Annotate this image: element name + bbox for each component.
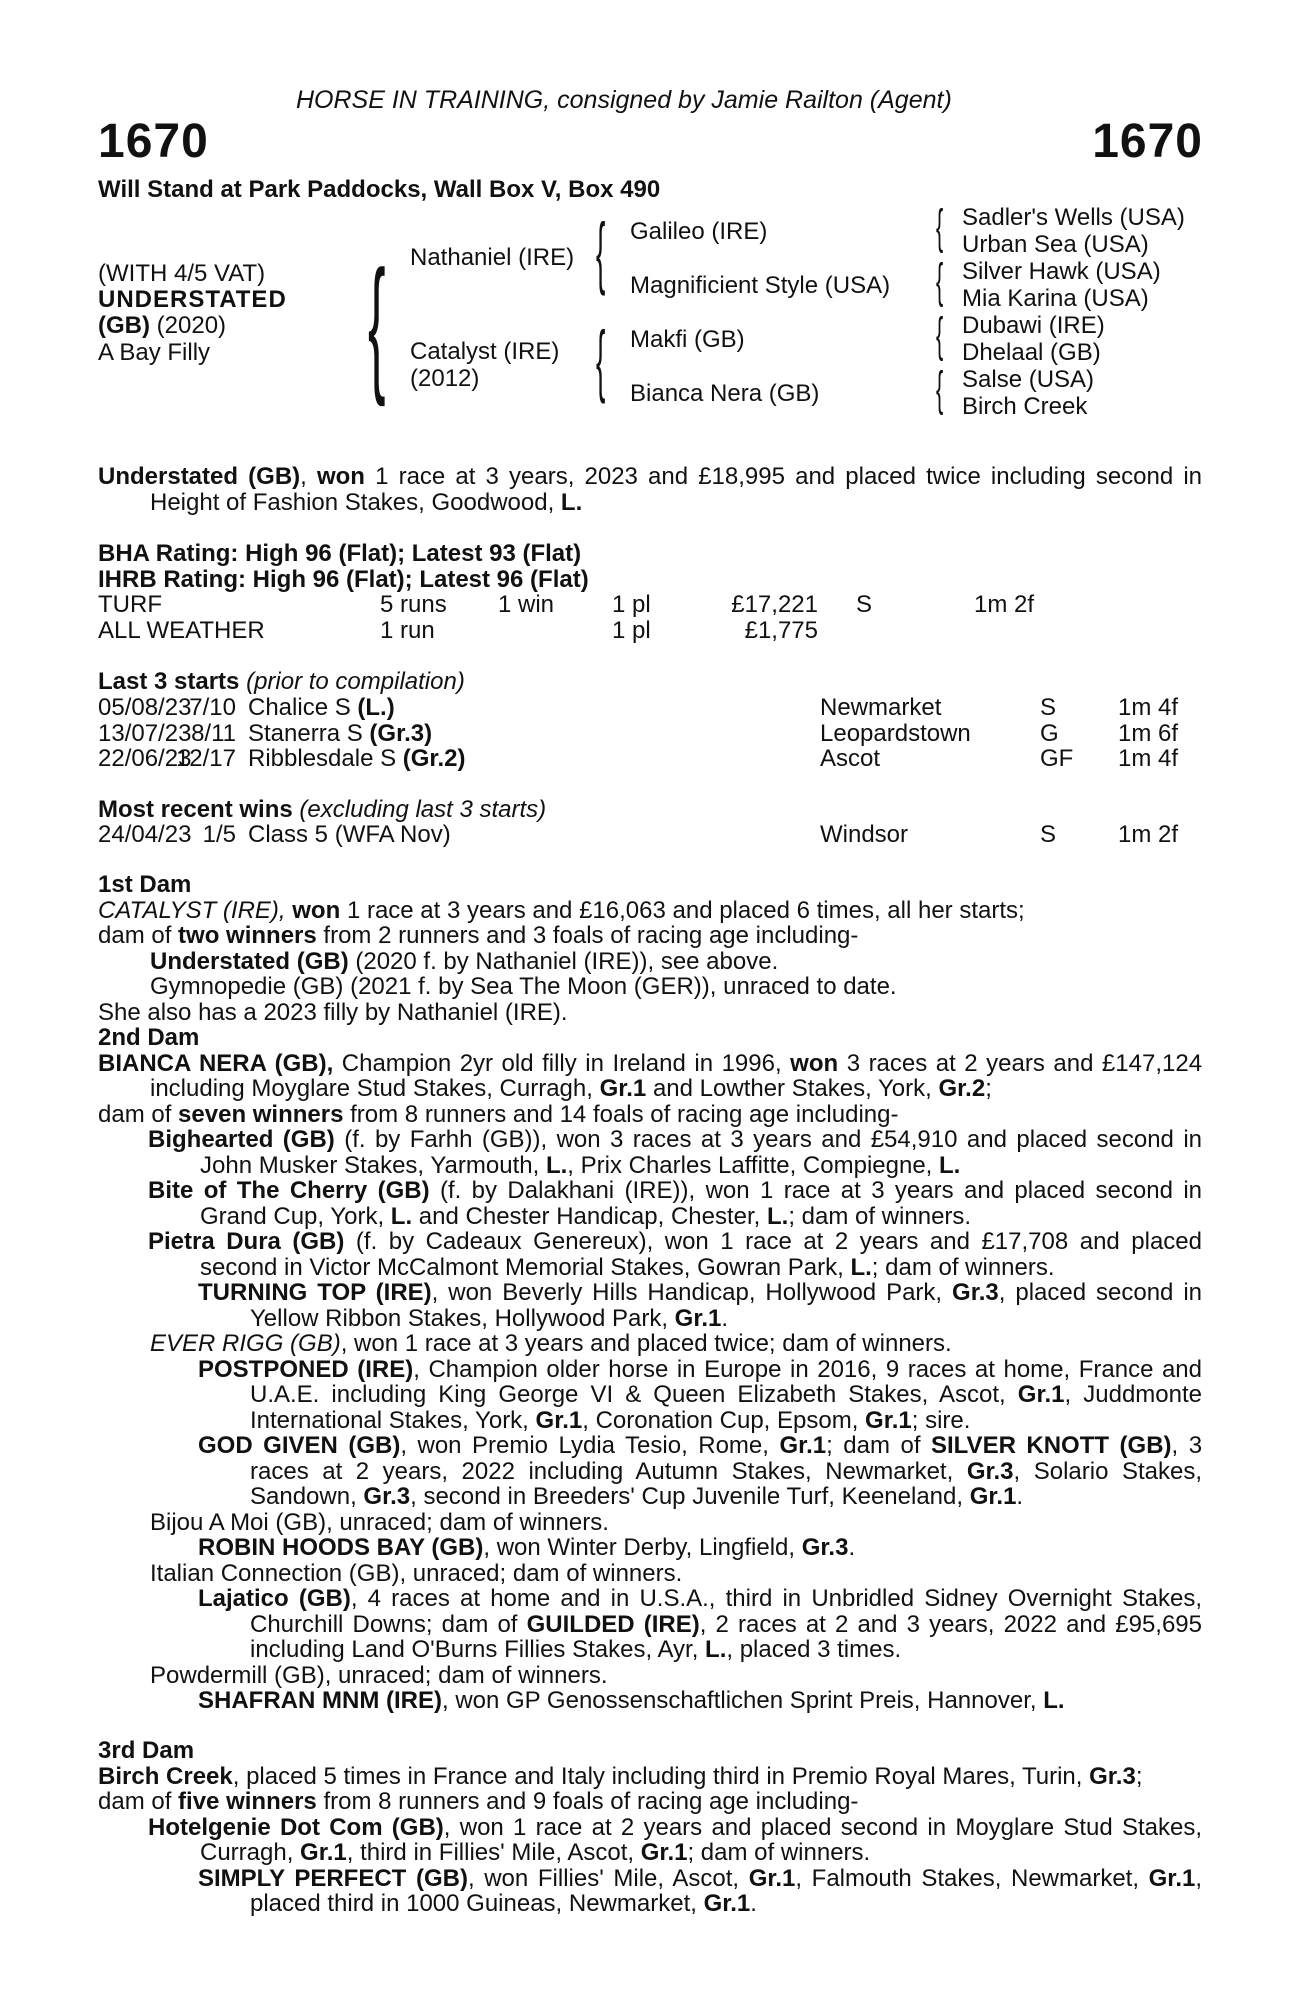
punctuation: . [721, 1304, 729, 1332]
race-grade: (L.) [357, 694, 395, 721]
produce-name: Pietra Dura (GB) [148, 1228, 345, 1255]
first-dam-produce-1-text: (2020 f. by Nathaniel (IRE)), see above. [355, 947, 779, 975]
second-dam-won: won [790, 1049, 839, 1077]
recent-wins-note: (excluding last 3 starts) [299, 796, 547, 823]
produce-text: , won Fillies' Mile, Ascot, [467, 1864, 740, 1892]
grade-label: Gr.1 [703, 1890, 751, 1917]
last-starts-note: (prior to compilation) [246, 668, 465, 695]
record-surface: ALL WEATHER [98, 617, 265, 644]
first-dam-runners: from 2 runners and 3 foals of racing age including- [323, 922, 859, 949]
grade-label: Gr.3 [801, 1534, 849, 1561]
record-surface: TURF [98, 591, 162, 618]
produce-text: , placed third in 1000 Guineas, Newmarket, [250, 1864, 1203, 1917]
record-runs: 5 runs [380, 591, 447, 618]
second-dam-text-1: Champion 2yr old filly in Ireland in 1996, [341, 1049, 782, 1077]
grade-label: L. [390, 1202, 413, 1230]
pedigree-sire-sire: Galileo (IRE) [630, 218, 768, 245]
record-going: S [856, 591, 873, 618]
pedigree-dss: Dubawi (IRE) [962, 312, 1105, 339]
race-grade: (Gr.3) [369, 719, 433, 747]
horse-country-year [98, 314, 226, 338]
produce-text: (f. by Dalakhani (IRE)), won 1 race at 3 years and placed second in Grand Cup, York, [200, 1177, 1202, 1230]
grade-label: Gr.1 [300, 1839, 347, 1866]
vat-note: (WITH 4/5 VAT) [98, 260, 266, 287]
race-summary: Understated (GB), won 1 race at 3 years, 2023 and £18,995 and placed twice including second in Height of Fashion Stakes, Goodwood, L. [98, 463, 1203, 516]
produce-text: , Solario Stakes, Sandown, [250, 1457, 1203, 1510]
first-dam-won: won [292, 896, 341, 924]
produce-text: , Falmouth Stakes, Newmarket, [795, 1864, 1140, 1892]
first-dam-section [98, 872, 1202, 1025]
race-date: 13/07/23 [98, 719, 192, 747]
race-course: Leopardstown [820, 719, 971, 747]
second-dam-winners: seven winners [178, 1100, 344, 1128]
first-dam-note: She also has a 2023 filly by Nathaniel (IRE). [98, 998, 568, 1026]
produce-line: Italian Connection (GB), unraced; dam of winners. [150, 1559, 683, 1587]
race-dist: 1m 4f [1118, 694, 1179, 721]
second-dam-name: BIANCA NERA (GB), [98, 1049, 334, 1077]
grade-label: Gr.3 [952, 1279, 999, 1306]
produce-name: SHAFRAN MNM (IRE) [198, 1687, 442, 1714]
summary-text-1: 1 race at 3 years, 2023 and £18,995 and placed twice including [375, 463, 1086, 490]
grade-label: Gr.1 [969, 1483, 1017, 1510]
record-runs: 1 run [380, 617, 435, 644]
pedigree-dam-year: (2012) [410, 365, 480, 392]
first-dam-winners: two winners [178, 922, 317, 949]
summary-won: won [316, 463, 365, 490]
summary-text-2: second in Height of Fashion Stakes, Goodwood, [150, 463, 1203, 516]
pedigree-dds: Salse (USA) [962, 366, 1095, 393]
race-course: Ascot [820, 745, 881, 772]
pedigree-brace-main: { [368, 239, 386, 407]
produce-name: TURNING TOP (IRE) [198, 1279, 432, 1306]
second-dam-of: dam of [98, 1100, 172, 1128]
horse-year: (2020) [156, 312, 227, 339]
record-distance: 1m 2f [974, 591, 1035, 618]
punctuation: . [1016, 1483, 1024, 1510]
pedigree-brace-dam: { [596, 315, 606, 404]
race-going: G [1040, 719, 1059, 747]
pedigree-sdd: Mia Karina (USA) [962, 285, 1149, 312]
grade-label: L. [939, 1151, 961, 1179]
produce-name: Bighearted (GB) [148, 1126, 335, 1153]
race-dist: 1m 4f [1118, 745, 1179, 772]
grade-label: Gr.1 [640, 1839, 688, 1866]
race-name: Chalice S [248, 694, 351, 721]
race-going: GF [1040, 745, 1074, 772]
produce-text: , Juddmonte International Stakes, York, [250, 1381, 1202, 1434]
horse-description: A Bay Filly [98, 339, 211, 366]
race-race: Class 5 (WFA Nov) [248, 821, 451, 848]
grade-label: Gr.1 [535, 1406, 583, 1434]
produce-text: , placed 3 times. [726, 1636, 902, 1663]
produce-name: GUILDED (IRE) [526, 1610, 700, 1638]
race-date: 05/08/23 [98, 694, 192, 721]
produce-text: , Coronation Cup, Epsom, [582, 1406, 859, 1434]
produce-name: Hotelgenie Dot Com (GB) [148, 1813, 444, 1841]
race-name: Stanerra S [248, 719, 363, 747]
race-course: Windsor [820, 821, 909, 848]
recent-wins-heading [98, 798, 546, 822]
race-dist: 1m 6f [1118, 719, 1179, 747]
record-wins: 1 win [498, 591, 555, 618]
third-dam-runners: from 8 runners and 9 foals of racing age including- [323, 1788, 859, 1815]
race-grade: (Gr.2) [402, 745, 466, 772]
race-pos: 8/11 [191, 719, 236, 747]
produce-text: , won Premio Lydia Tesio, Rome, [400, 1432, 769, 1459]
pedigree-sire-dam: Magnificient Style (USA) [630, 272, 891, 299]
pedigree-dsd: Dhelaal (GB) [962, 339, 1101, 366]
pedigree-brace-4: { [936, 363, 944, 416]
produce-text: ; dam of winners. [788, 1202, 972, 1230]
produce-line: Bijou A Moi (GB), unraced; dam of winners. [150, 1508, 609, 1536]
punctuation: . [750, 1890, 757, 1917]
race-pos: 7/10 [189, 694, 236, 721]
produce-text: (f. by Cadeaux Genereux), won 1 race at 2 years and £17,708 and placed second in Victor McCalmont Memorial Stakes, Gowran Park, [200, 1228, 1203, 1281]
punctuation: ; [1135, 1762, 1143, 1790]
record-earnings: £17,221 [731, 591, 818, 618]
produce-name: GOD GIVEN (GB) [198, 1432, 401, 1459]
produce-line: Powdermill (GB), unraced; dam of winners. [150, 1661, 608, 1689]
grade-label: Gr.1 [865, 1406, 912, 1434]
race-pos: 1/5 [202, 821, 236, 848]
race-going: S [1040, 821, 1057, 848]
first-dam-produce-2: Gymnopedie (GB) (2021 f. by Sea The Moon (GER)), unraced to date. [150, 973, 897, 1000]
grade-label: Gr.3 [363, 1483, 411, 1510]
recent-wins-title: Most recent wins [98, 796, 293, 823]
record-placed: 1 pl [612, 591, 651, 618]
race-course: Newmarket [820, 694, 942, 721]
race-date: 22/06/23 [98, 745, 192, 772]
horse-country: (GB) [98, 312, 150, 339]
produce-text: (f. by Farhh (GB)), won 3 races at 3 years and £54,910 and placed second in John Musker Stakes, Yarmouth, [200, 1126, 1202, 1179]
horse-name: UNDERSTATED [98, 286, 287, 313]
race-name: Ribblesdale S [248, 745, 397, 772]
produce-name: SILVER KNOTT (GB) [931, 1432, 1172, 1459]
produce-name: ROBIN HOODS BAY (GB) [198, 1534, 484, 1561]
second-dam-title: 2nd Dam [98, 1024, 200, 1051]
third-dam-winners: five winners [178, 1788, 317, 1815]
first-dam-record: 1 race at 3 years and £16,063 and placed 6 times, all her starts; [346, 896, 1025, 924]
produce-name: EVER RIGG (GB) [150, 1330, 341, 1357]
last-starts-heading [98, 670, 465, 694]
pedigree-brace-1: { [936, 201, 944, 254]
produce-text: , 2 races at 2 and 3 years, 2022 and £95,695 including Land O'Burns Fillies Stakes, Ayr, [250, 1610, 1203, 1663]
pedigree-brace-3: { [936, 309, 944, 362]
bha-rating: BHA Rating: High 96 (Flat); Latest 93 (Flat) [98, 540, 582, 567]
grade-label: Gr.1 [1148, 1864, 1196, 1892]
first-dam-title: 1st Dam [98, 871, 192, 898]
produce-text: ; sire. [911, 1406, 971, 1434]
race-race [248, 747, 465, 771]
first-dam-name: CATALYST (IRE), [98, 896, 286, 924]
consignment-line: HORSE IN TRAINING, consigned by Jamie Railton (Agent) [296, 86, 952, 114]
pedigree-sss: Sadler's Wells (USA) [962, 204, 1185, 231]
punctuation: ; [985, 1075, 992, 1102]
grade-label: L. [545, 1151, 568, 1179]
grade-label: Gr.2 [938, 1075, 986, 1102]
lot-number-right: 1670 [1092, 115, 1203, 168]
third-dam-name: Birch Creek [98, 1762, 233, 1790]
third-dam-text: , placed 5 times in France and Italy including third in Premio Royal Mares, Turin, [232, 1762, 1083, 1790]
race-pos: 12/17 [175, 745, 236, 772]
second-dam-text-3: and Lowther Stakes, York, [652, 1075, 932, 1102]
third-dam-of: dam of [98, 1788, 172, 1815]
produce-text: , second in Breeders' Cup Juvenile Turf, Keeneland, [410, 1483, 964, 1510]
produce-text: , won Winter Derby, Lingfield, [483, 1534, 796, 1561]
produce-text: , 3 races at 2 years, 2022 including Autumn Stakes, Newmarket, [250, 1432, 1203, 1485]
produce-text: ; dam of winners. [687, 1839, 871, 1866]
produce-text: ; dam of winners. [871, 1253, 1055, 1281]
pedigree-dam-sire: Makfi (GB) [630, 326, 745, 353]
produce-name: POSTPONED (IRE) [198, 1355, 414, 1383]
pedigree-dam: Catalyst (IRE) [410, 338, 560, 365]
produce-text: , placed second in Yellow Ribbon Stakes, Hollywood Park, [250, 1279, 1203, 1332]
pedigree-sds: Silver Hawk (USA) [962, 258, 1161, 285]
pedigree-ddd: Birch Creek [962, 393, 1088, 420]
produce-text: , won 1 race at 3 years and placed twice; dam of winners. [340, 1330, 952, 1357]
race-date: 24/04/23 [98, 821, 192, 848]
grade-label: Gr.3 [1089, 1762, 1136, 1790]
grade-label: Gr.1 [599, 1075, 647, 1102]
grade-label: Gr.3 [966, 1457, 1014, 1485]
pedigree-brace-sire: { [596, 207, 606, 296]
first-dam-of: dam of [98, 922, 172, 949]
produce-text: , third in Fillies' Mile, Ascot, [346, 1839, 635, 1866]
produce-text: ; dam of [826, 1432, 921, 1459]
second-dam-text-2: 3 races at 2 years and £147,124 including Moyglare Stud Stakes, Curragh, [150, 1049, 1203, 1102]
produce-text: , won GP Genossenschaftlichen Sprint Preis, Hannover, [441, 1687, 1037, 1714]
third-dam-title: 3rd Dam [98, 1737, 195, 1764]
second-dam-runners: from 8 runners and 14 foals of racing age including- [350, 1100, 899, 1128]
produce-text: , won Beverly Hills Handicap, Hollywood Park, [431, 1279, 943, 1306]
grade-label: L. [767, 1202, 789, 1230]
pedigree-sire: Nathaniel (IRE) [410, 244, 575, 271]
race-race [248, 696, 395, 720]
produce-name: Lajatico (GB) [198, 1585, 351, 1612]
last-starts-title: Last 3 starts [98, 668, 240, 695]
grade-label: L. [1043, 1687, 1065, 1714]
punctuation: . [848, 1534, 856, 1561]
pedigree-dam-dam: Bianca Nera (GB) [630, 380, 820, 407]
grade-label: Gr.1 [748, 1864, 796, 1892]
race-going: S [1040, 694, 1057, 721]
grade-label: L. [850, 1253, 872, 1281]
third-dam-section [98, 1738, 1202, 1917]
record-placed: 1 pl [612, 617, 651, 644]
grade-label: L. [705, 1636, 727, 1663]
produce-text: , Prix Charles Laffitte, Compiegne, [567, 1151, 933, 1179]
produce-name: Bite of The Cherry (GB) [148, 1177, 430, 1204]
pedigree-brace-2: { [936, 255, 944, 308]
summary-listed: L. [560, 488, 583, 516]
grade-label: Gr.1 [1017, 1381, 1065, 1408]
ihrb-rating: IHRB Rating: High 96 (Flat); Latest 96 (Flat) [98, 566, 589, 593]
produce-text: , 4 races at home and in U.S.A., third in Unbridled Sidney Overnight Stakes, Churchill Downs; dam of [250, 1585, 1203, 1638]
pedigree-ssd: Urban Sea (USA) [962, 231, 1149, 258]
produce-text: , Champion older horse in Europe in 2016, 9 races at home, France and U.A.E. including King George VI & Queen Elizabeth Stakes, Ascot, [250, 1355, 1203, 1408]
summary-name: Understated (GB) [98, 463, 301, 490]
record-earnings: £1,775 [744, 617, 818, 644]
grade-label: Gr.1 [779, 1432, 827, 1459]
stabling-info: Will Stand at Park Paddocks, Wall Box V, Box 490 [98, 176, 661, 203]
race-race [248, 719, 433, 747]
produce-text: and Chester Handicap, Chester, [418, 1202, 761, 1230]
second-dam-section [98, 1025, 1202, 1714]
first-dam-produce-1-name: Understated (GB) [150, 947, 349, 975]
produce-name: SIMPLY PERFECT (GB) [198, 1864, 468, 1892]
produce-text: , won 1 race at 2 years and placed second in Moyglare Stud Stakes, Curragh, [200, 1813, 1202, 1866]
lot-number-left: 1670 [98, 115, 209, 168]
race-dist: 1m 2f [1118, 821, 1179, 848]
grade-label: Gr.1 [674, 1304, 722, 1332]
